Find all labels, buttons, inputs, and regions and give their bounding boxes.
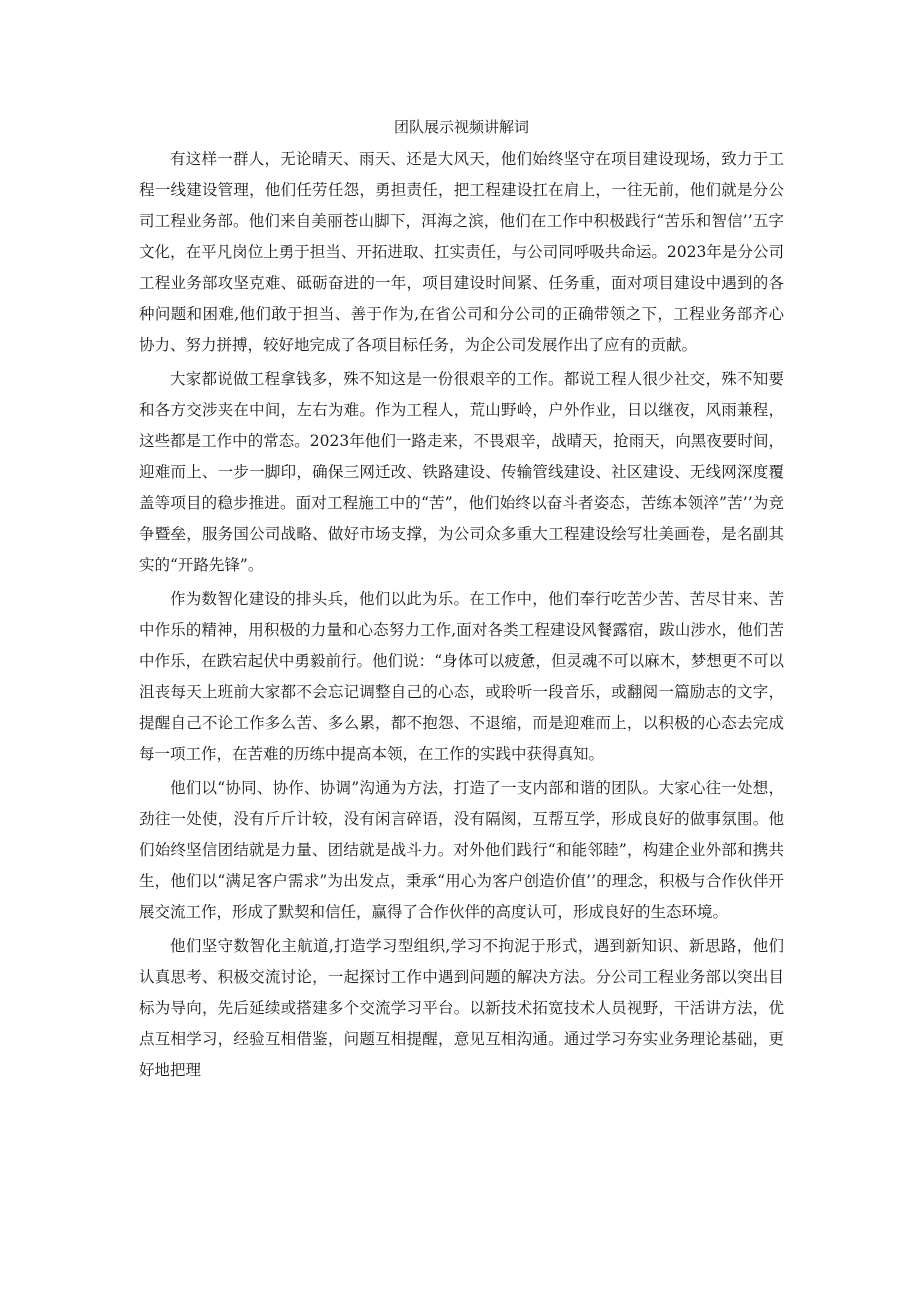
- paragraph-3: 作为数智化建设的排头兵，他们以此为乐。在工作中，他们奉行吃苦少苦、苦尽甘来、苦中作乐的精神，用积极的力量和心态努力工作,面对各类工程建设风餐露宿，跋山涉水，他们苦中作乐，在跌宕起伏中勇毅前行。他们说：“身体可以疲惫，但灵魂不可以麻木，梦想更不可以沮丧每天上班前大家都不会忘记调整自己的心态，或聆听一段音乐，或翻阅一篇励志的文字，提醒自己不论工作多么苦、多么累，都不抱怨、不退缩，而是迎难而上，以积极的心态去完成每一项工作，在苦难的历练中提高本领，在工作的实践中获得真知。: [139, 590, 784, 763]
- paragraph-4: 他们以“协同、协作、协调”沟通为方法，打造了一支内部和谐的团队。大家心往一处想，劲往一处使，没有斤斤计较，没有闲言碎语，没有隔阂，互帮互学，形成良好的做事氛围。他们始终坚信团结就是力量、团结就是战斗力。对外他们践行“和能邻睦”，构建企业外部和携共生，他们以“满足客户需求”为出发点，秉承“用心为客户创造价值’’的理念，积极与合作伙伴开展交流工作，形成了默契和信任，赢得了合作伙伴的高度认可，形成良好的生态环境。: [139, 779, 784, 921]
- paragraph-1: 有这样一群人，无论晴天、雨天、还是大风天，他们始终坚守在项目建设现场，致力于工程一线建设管理，他们任劳任怨，勇担责任，把工程建设扛在肩上，一往无前，他们就是分公司工程业务部。他们来自美丽苍山脚下，洱海之滨，他们在工作中积极践行“苦乐和智信’’五字文化，在平凡岗位上勇于担当、开拓进取、扛实责任，与公司同呼吸共命运。2023年是分公司工程业务部攻坚克难、砥砺奋进的一年，项目建设时间紧、任务重，面对项目建设中遇到的各种问题和困难,他们敢于担当、善于作为,在省公司和分公司的正确带领之下，工程业务部齐心协力、努力拼搏，较好地完成了各项目标任务，为企公司发展作出了应有的贡献。: [139, 150, 784, 354]
- paragraph-2: 大家都说做工程拿钱多，殊不知这是一份很艰辛的工作。都说工程人很少社交，殊不知要和各方交涉夹在中间，左右为难。作为工程人，荒山野岭，户外作业，日以继夜，风雨兼程，这些都是工作中的常态。2023年他们一路走来，不畏艰辛，战晴天，抢雨天，向黑夜要时间，迎难而上、一步一脚印，确保三网迁改、铁路建设、传输管线建设、社区建设、无线网深度覆盖等项目的稳步推进。面对工程施工中的“苦”，他们始终以奋斗者姿态，苦练本领淬”苦’’为竞争暨垒，服务国公司战略、做好市场支撑，为公司众多重大工程建设绘写壮美画卷，是名副其实的“开路先锋”。: [139, 370, 784, 574]
- paragraph-5: 他们坚守数智化主航道,打造学习型组织,学习不拘泥于形式，遇到新知识、新思路，他们认真思考、积极交流讨论，一起探讨工作中遇到问题的解决方法。分公司工程业务部以突出目标为导向，先后延续或搭建多个交流学习平台。以新技术拓宽技术人员视野，干活讲方法，优点互相学习，经验互相借鉴，问题互相提醒，意见互相沟通。通过学习夯实业务理论基础，更好地把理: [139, 937, 784, 1079]
- document-page: [139, 112, 784, 1089]
- document-title: 团队展示视频讲解词: [393, 118, 529, 136]
